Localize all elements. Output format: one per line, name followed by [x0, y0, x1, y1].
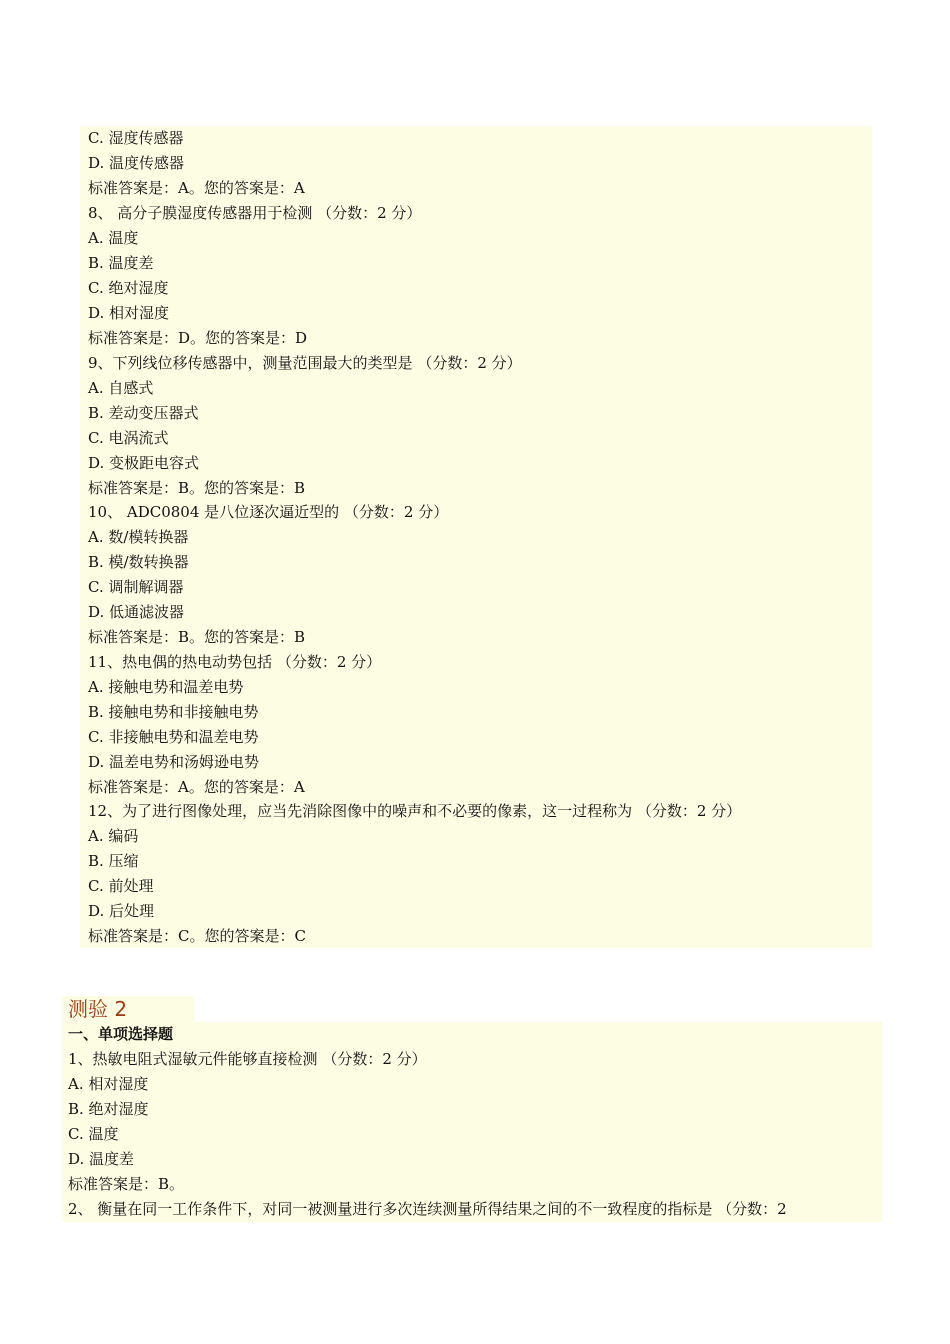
section-heading: 一、单项选择题 — [68, 1025, 174, 1043]
question-line: 10、 ADC0804 是八位逐次逼近型的 （分数：2 分） — [88, 503, 449, 521]
question-line: 2、 衡量在同一工作条件下，对同一被测量进行多次连续测量所得结果之间的不一致程度的指标是 （分数：2 — [68, 1200, 787, 1218]
answer-line: 标准答案是：A。您的答案是：A — [88, 778, 305, 796]
question-line: 12、为了进行图像处理，应当先消除图像中的噪声和不必要的像素，这一过程称为 （分数：2 分） — [88, 802, 742, 820]
option-line: D. 变极距电容式 — [88, 454, 200, 472]
option-line: B. 模/数转换器 — [88, 553, 189, 571]
option-line: C. 调制解调器 — [88, 578, 184, 596]
option-line: D. 温差电势和汤姆逊电势 — [88, 753, 260, 771]
option-line: D. 温度传感器 — [88, 154, 185, 172]
option-line: C. 前处理 — [88, 877, 154, 895]
option-line: B. 绝对湿度 — [68, 1100, 149, 1118]
option-line: B. 压缩 — [88, 852, 139, 870]
quiz-title: 测验 2 — [68, 997, 128, 1021]
option-line: C. 非接触电势和温差电势 — [88, 728, 259, 746]
option-line: B. 接触电势和非接触电势 — [88, 703, 259, 721]
option-line: A. 自感式 — [88, 379, 154, 397]
option-line: A. 温度 — [88, 229, 139, 247]
answer-line: 标准答案是：D。您的答案是：D — [88, 329, 308, 347]
quiz1-block — [80, 126, 872, 948]
option-line: D. 温度差 — [68, 1150, 135, 1168]
answer-line: 标准答案是：B。 — [68, 1175, 185, 1193]
answer-line: 标准答案是：B。您的答案是：B — [88, 479, 306, 497]
option-line: D. 低通滤波器 — [88, 603, 185, 621]
answer-line: 标准答案是：C。您的答案是：C — [88, 927, 306, 945]
answer-line: 标准答案是：A。您的答案是：A — [88, 179, 305, 197]
option-line: B. 温度差 — [88, 254, 154, 272]
question-line: 11、热电偶的热电动势包括 （分数：2 分） — [88, 653, 382, 671]
option-line: C. 温度 — [68, 1125, 119, 1143]
option-line: C. 电涡流式 — [88, 429, 169, 447]
question-line: 9、下列线位移传感器中，测量范围最大的类型是 （分数：2 分） — [88, 354, 522, 372]
option-line: C. 绝对湿度 — [88, 279, 169, 297]
question-line: 8、 高分子膜湿度传感器用于检测 （分数：2 分） — [88, 204, 422, 222]
option-line: A. 接触电势和温差电势 — [88, 678, 244, 696]
option-line: C. 湿度传感器 — [88, 129, 184, 147]
option-line: D. 相对湿度 — [88, 304, 170, 322]
question-line: 1、热敏电阻式湿敏元件能够直接检测 （分数：2 分） — [68, 1050, 427, 1068]
option-line: A. 编码 — [88, 827, 139, 845]
option-line: D. 后处理 — [88, 902, 155, 920]
answer-line: 标准答案是：B。您的答案是：B — [88, 628, 306, 646]
option-line: B. 差动变压器式 — [88, 404, 199, 422]
quiz2-block — [62, 1022, 882, 1222]
option-line: A. 相对湿度 — [68, 1075, 149, 1093]
option-line: A. 数/模转换器 — [88, 528, 189, 546]
